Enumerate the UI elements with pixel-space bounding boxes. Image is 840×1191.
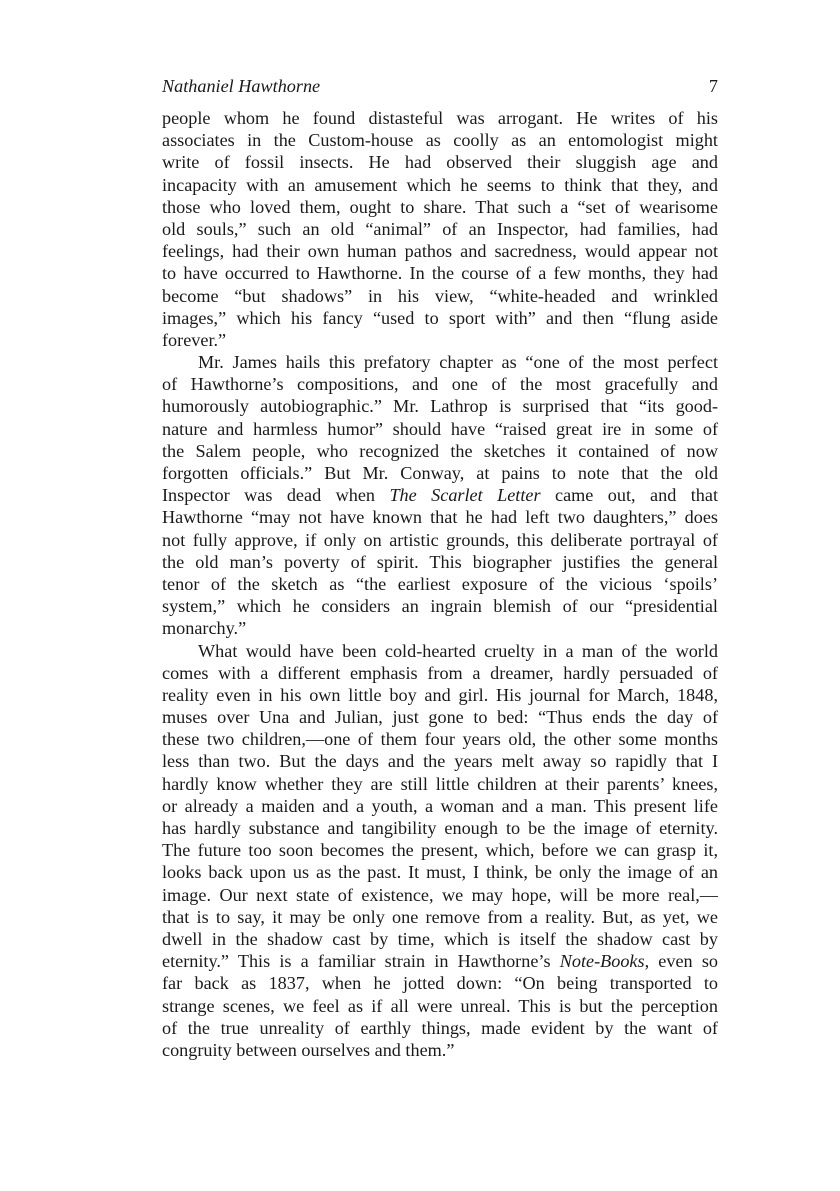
text-line <box>162 151 718 173</box>
paragraph <box>162 640 718 1062</box>
text-line <box>162 861 718 883</box>
text-line <box>162 617 718 639</box>
text-line <box>162 773 718 795</box>
text-segment: Hawthorne “may not have known that he had left two daughters,” does <box>162 507 718 528</box>
text-segment: images,” which his fancy “used to sport with” and then “flung aside <box>162 307 718 328</box>
text-line <box>162 662 718 684</box>
text-line <box>162 373 718 395</box>
text-segment: less than two. But the days and the years melt away so rapidly that I <box>162 751 718 772</box>
text-segment: came out, and that <box>540 485 718 506</box>
text-line <box>162 351 718 373</box>
text-line <box>162 484 718 506</box>
running-header <box>162 74 718 98</box>
text-segment: the old man’s poverty of spirit. This biographer justifies the general <box>162 551 718 572</box>
text-segment: people whom he found distasteful was arrogant. He writes of his <box>162 108 718 128</box>
text-line <box>162 395 718 417</box>
text-line <box>162 928 718 950</box>
text-segment: eternity.” This is a familiar strain in Hawthorne’s <box>162 951 560 972</box>
text-segment: far back as 1837, when he jotted down: “On being transported to <box>162 973 718 994</box>
text-line <box>162 750 718 772</box>
text-line <box>162 906 718 928</box>
text-line <box>162 795 718 817</box>
text-line <box>162 307 718 329</box>
text-segment: forgotten officials.” But Mr. Conway, at pains to note that the old <box>162 463 718 483</box>
page-number: 7 <box>708 76 718 96</box>
body-text <box>162 107 718 1061</box>
text-segment: of the true unreality of earthly things, made evident by the want of <box>162 1017 718 1038</box>
text-line <box>162 595 718 617</box>
text-line <box>162 218 718 240</box>
text-segment: muses over Una and Julian, just gone to bed: “Thus ends the day of <box>162 707 718 728</box>
text-line <box>162 262 718 284</box>
text-line <box>162 196 718 218</box>
text-line <box>162 684 718 706</box>
text-segment: incapacity with an amusement which he seems to think that they, and <box>162 174 718 195</box>
text-segment: become “but shadows” in his view, “white-headed and wrinkled <box>162 285 718 306</box>
text-segment: the Salem people, who recognized the sketches it contained of now <box>162 440 718 461</box>
text-line <box>162 640 718 662</box>
text-line <box>162 174 718 196</box>
text-segment: or already a maiden and a youth, a woman and a man. This present life <box>162 795 718 816</box>
text-line <box>162 728 718 750</box>
text-segment: that is to say, it may be only one remove from a reality. But, as yet, we <box>162 906 718 927</box>
text-segment: Inspector was dead when <box>162 485 390 506</box>
running-title: Nathaniel Hawthorne <box>162 76 321 96</box>
text-line <box>162 950 718 972</box>
text-segment: feelings, had their own human pathos and sacredness, would appear not <box>162 241 718 262</box>
text-segment: of Hawthorne’s compositions, and one of the most gracefully and <box>162 374 718 395</box>
italic-title: The Scarlet Letter <box>389 485 541 506</box>
text-line <box>162 706 718 728</box>
paragraph <box>162 351 718 639</box>
text-line <box>162 1017 718 1039</box>
text-segment: forever.” <box>162 329 227 350</box>
text-segment: What would have been cold-hearted cruelty in a man of the world <box>198 640 718 661</box>
text-segment: congruity between ourselves and them.” <box>162 1039 455 1060</box>
text-segment: system,” which he considers an ingrain blemish of our “presidential <box>162 596 718 617</box>
text-segment: tenor of the sketch as “the earliest exposure of the vicious ‘spoils’ <box>162 573 718 594</box>
text-segment: monarchy.” <box>162 618 247 639</box>
text-segment: dwell in the shadow cast by time, which is itself the shadow cast by <box>162 928 718 949</box>
text-segment: looks back upon us as the past. It must, I think, be only the image of an <box>162 862 718 883</box>
text-segment: these two children,—one of them four years old, the other some months <box>162 729 718 750</box>
text-segment: to have occurred to Hawthorne. In the course of a few months, they had <box>162 263 718 284</box>
text-line <box>162 107 718 129</box>
text-segment: image. Our next state of existence, we may hope, will be more real,— <box>162 884 718 905</box>
text-line <box>162 995 718 1017</box>
text-segment: reality even in his own little boy and girl. His journal for March, 1848, <box>162 684 718 705</box>
text-segment: write of fossil insects. He had observed their sluggish age and <box>162 152 718 173</box>
text-line <box>162 329 718 351</box>
text-segment: comes with a different emphasis from a dreamer, hardly persuaded of <box>162 662 718 683</box>
text-segment: humorously autobiographic.” Mr. Lathrop is surprised that “its good- <box>162 396 718 417</box>
text-segment: , even so <box>644 951 718 972</box>
text-segment: those who loved them, ought to share. That such a “set of wearisome <box>162 196 718 217</box>
text-segment: has hardly substance and tangibility enough to be the image of eternity. <box>162 818 718 838</box>
text-line <box>162 240 718 262</box>
text-line <box>162 972 718 994</box>
text-line <box>162 529 718 551</box>
text-line <box>162 462 718 484</box>
text-segment: associates in the Custom-house as coolly as an entomologist might <box>162 130 718 151</box>
text-segment: hardly know whether they are still little children at their parents’ knees, <box>162 773 718 794</box>
text-line <box>162 839 718 861</box>
text-segment: strange scenes, we feel as if all were unreal. This is but the perception <box>162 995 718 1016</box>
text-line <box>162 285 718 307</box>
text-segment: old souls,” such an old “animal” of an Inspector, had families, had <box>162 218 718 239</box>
italic-title: Note-Books <box>559 951 645 972</box>
text-line <box>162 440 718 462</box>
text-line <box>162 1039 718 1061</box>
text-line <box>162 884 718 906</box>
text-line <box>162 506 718 528</box>
text-line <box>162 551 718 573</box>
paragraph <box>162 107 718 351</box>
text-segment: Mr. James hails this prefatory chapter as “one of the most perfect <box>198 352 718 373</box>
text-line <box>162 573 718 595</box>
text-segment: nature and harmless humor” should have “raised great ire in some of <box>162 418 718 439</box>
text-line <box>162 817 718 839</box>
text-segment: not fully approve, if only on artistic grounds, this deliberate portrayal of <box>162 529 718 550</box>
text-line <box>162 129 718 151</box>
text-segment: The future too soon becomes the present, which, before we can grasp it, <box>162 840 718 861</box>
text-line <box>162 418 718 440</box>
